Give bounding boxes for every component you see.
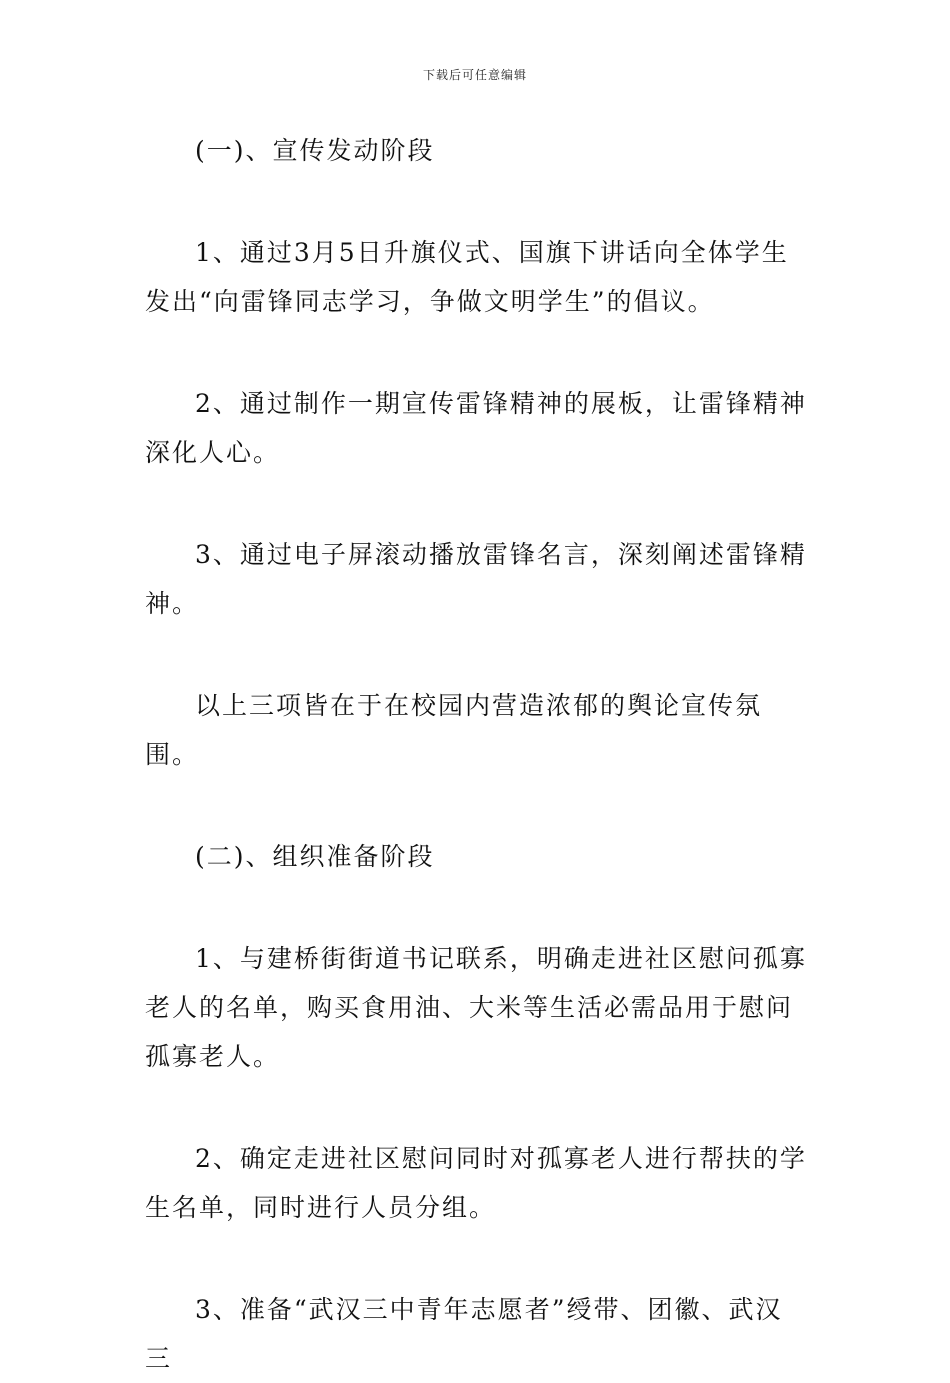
section-heading-publicity: (一)、宣传发动阶段 [195,136,435,165]
paragraph-flag-ceremony: 1、通过3月5日升旗仪式、国旗下讲话向全体学生发出“向雷锋同志学习，争做文明学生”的倡议。 [145,238,789,316]
header-note: 下载后可任意编辑 [422,68,527,82]
section-heading-preparation: (二)、组织准备阶段 [195,842,435,871]
paragraph-summary: 以上三项皆在于在校园内营造浓郁的舆论宣传氛围。 [145,691,763,769]
paragraph-contact-community: 1、与建桥街街道书记联系，明确走进社区慰问孤寡老人的名单，购买食用油、大米等生活必需品用于慰问孤寡老人。 [145,944,807,1071]
document-body [145,126,807,1383]
paragraph-display-board: 2、通过制作一期宣传雷锋精神的展板，让雷锋精神深化人心。 [145,389,807,467]
paragraph-volunteer-supplies: 3、准备“武汉三中青年志愿者”绶带、团徽、武汉三 [145,1295,783,1373]
paragraph-electronic-screen: 3、通过电子屏滚动播放雷锋名言，深刻阐述雷锋精神。 [145,540,807,618]
paragraph-student-list: 2、确定走进社区慰问同时对孤寡老人进行帮扶的学生名单，同时进行人员分组。 [145,1144,807,1222]
